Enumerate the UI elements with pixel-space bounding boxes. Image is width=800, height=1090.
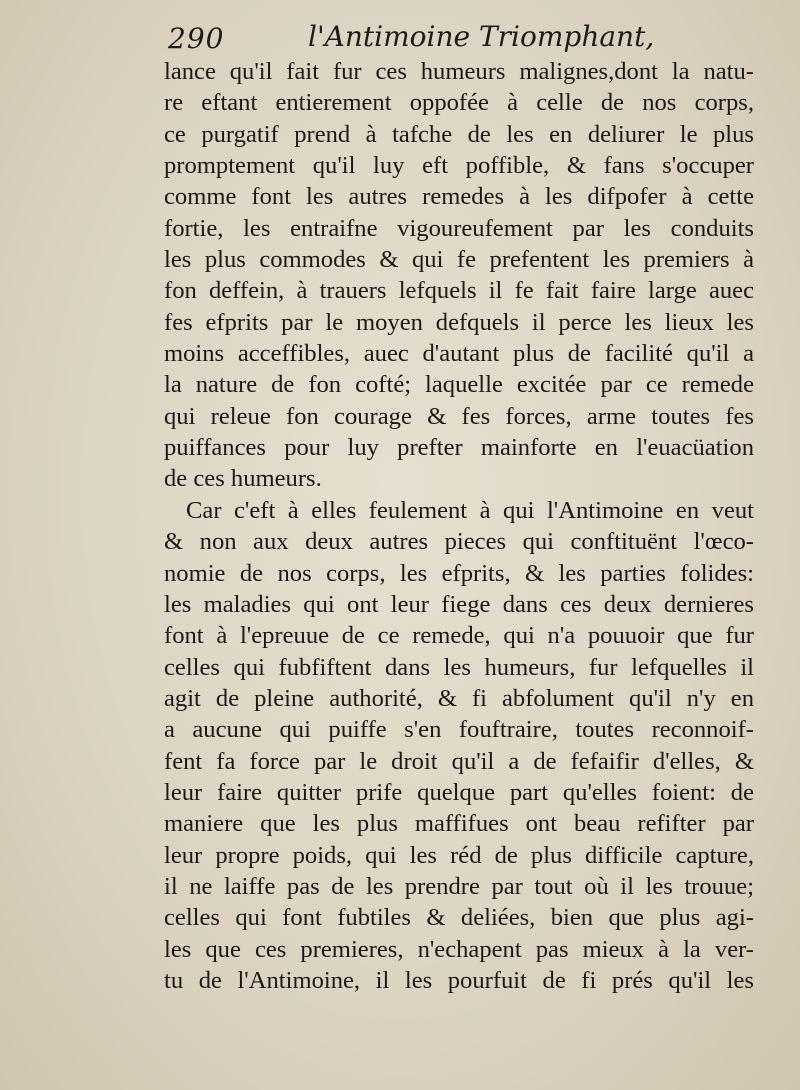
text-line: fortie, les entraifne vigoureufement par les conduits bbox=[164, 214, 754, 242]
text-line: agit de pleine authorité, & fi abfolument qu'il n'y en bbox=[164, 684, 754, 712]
text-line: a aucune qui puiffe s'en fouftraire, toutes reconnoif- bbox=[164, 716, 754, 744]
text-line: font à l'epreuue de ce remede, qui n'a pouuoir que fur bbox=[164, 622, 754, 650]
text-line: maniere que les plus maffifues ont beau refifter par bbox=[164, 810, 754, 838]
text-line: promptement qu'il luy eft poffible, & fans s'occuper bbox=[164, 152, 754, 180]
text-line: nomie de nos corps, les efprits, & les parties folides: bbox=[164, 559, 754, 587]
text-line: moins acceffibles, auec d'autant plus de facilité qu'il a bbox=[164, 340, 754, 368]
text-line: fon deffein, à trauers lefquels il fe fait faire large auec bbox=[164, 277, 754, 305]
text-line: leur propre poids, qui les réd de plus difficile capture, bbox=[164, 841, 754, 869]
text-line: celles qui font fubtiles & deliées, bien que plus agi- bbox=[164, 904, 754, 932]
text-line: la nature de fon cofté; laquelle excitée par ce remede bbox=[164, 371, 754, 399]
text-line: qui releue fon courage & fes forces, arme toutes fes bbox=[164, 402, 754, 430]
text-line: il ne laiffe pas de les prendre par tout où il les trouue; bbox=[164, 872, 754, 900]
text-line: ce purgatif prend à tafche de les en deliurer le plus bbox=[164, 120, 754, 148]
page-number: 290 bbox=[168, 22, 225, 55]
text-line: les plus commodes & qui fe prefentent les premiers à bbox=[164, 246, 754, 274]
text-line: fes efprits par le moyen defquels il perce les lieux les bbox=[164, 308, 754, 336]
text-line: les que ces premieres, n'echapent pas mieux à la ver- bbox=[164, 935, 754, 963]
text-line: les maladies qui ont leur fiege dans ces deux dernieres bbox=[164, 590, 754, 618]
text-line: fent fa force par le droit qu'il a de fefaifir d'elles, & bbox=[164, 747, 754, 775]
text-line: de ces humeurs. bbox=[164, 465, 322, 493]
text-line: Car c'eft à elles feulement à qui l'Antimoine en veut bbox=[186, 496, 754, 524]
text-line: & non aux deux autres pieces qui conftituënt l'œco- bbox=[164, 528, 754, 556]
text-line: comme font les autres remedes à les difpofer à cette bbox=[164, 183, 754, 211]
text-line: re eftant entierement oppofée à celle de nos corps, bbox=[164, 89, 754, 117]
running-title: l'Antimoine Triomphant, bbox=[308, 20, 655, 53]
text-line: celles qui fubfiftent dans les humeurs, fur lefquelles il bbox=[164, 653, 754, 681]
text-line: tu de l'Antimoine, il les pourfuit de fi prés qu'il les bbox=[164, 966, 754, 994]
text-line: leur faire quitter prife quelque part qu'elles foient: de bbox=[164, 778, 754, 806]
page-header bbox=[168, 18, 655, 58]
text-line: lance qu'il fait fur ces humeurs malignes,dont la natu- bbox=[164, 58, 754, 85]
text-line: puiffances pour luy prefter mainforte en l'euacüation bbox=[164, 434, 754, 462]
body-text bbox=[164, 56, 754, 996]
